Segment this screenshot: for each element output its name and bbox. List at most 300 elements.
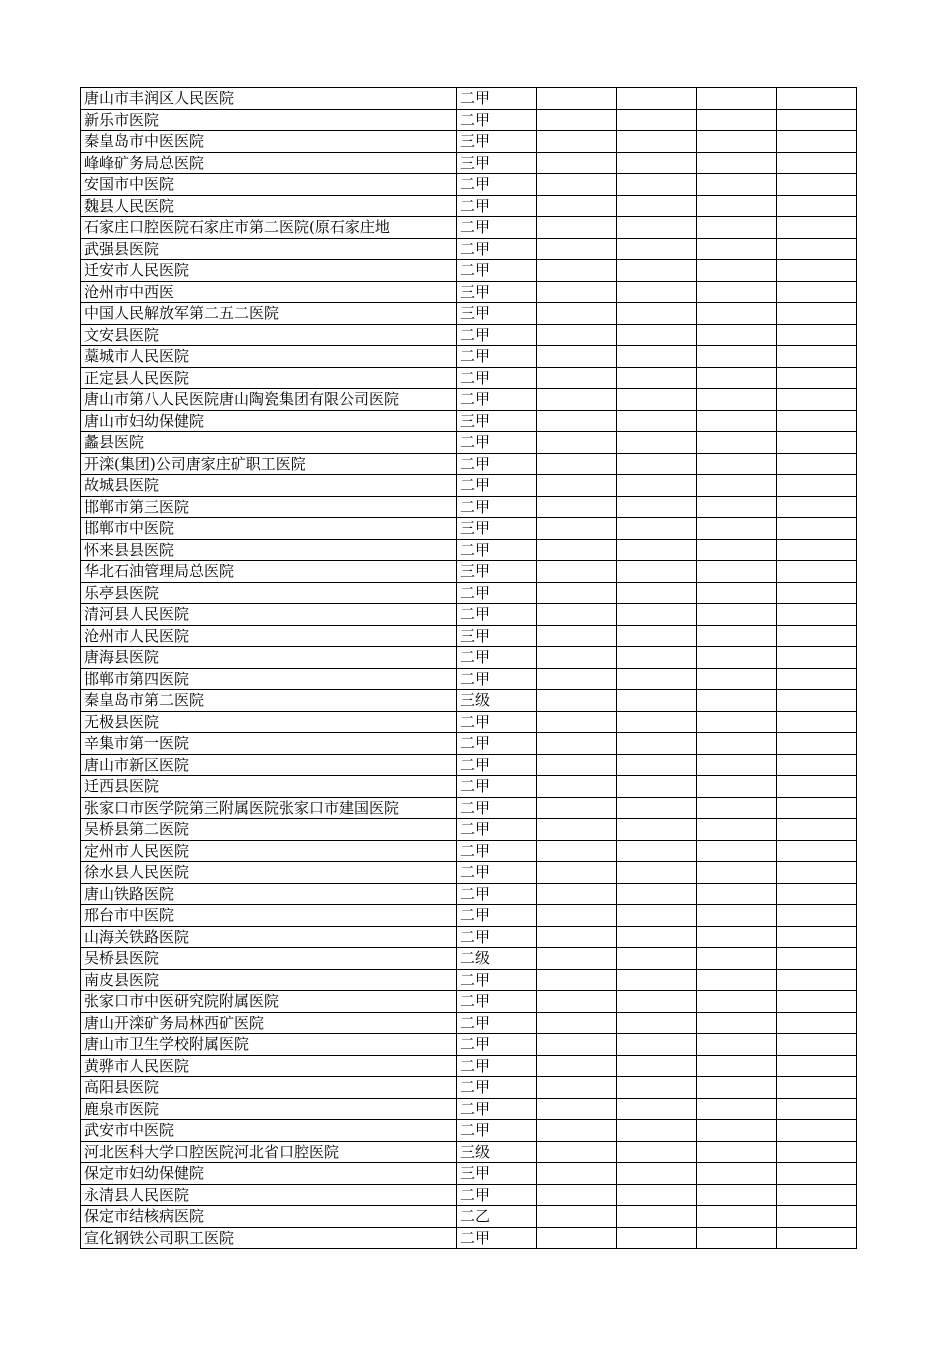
hospital-name-cell[interactable] xyxy=(81,131,457,153)
empty-cell[interactable] xyxy=(777,109,857,131)
hospital-level-cell[interactable]: 二甲 xyxy=(457,432,537,454)
hospital-name-cell[interactable] xyxy=(81,303,457,325)
empty-cell[interactable] xyxy=(777,561,857,583)
empty-cell[interactable] xyxy=(697,174,777,196)
hospital-level-cell[interactable]: 二甲 xyxy=(457,324,537,346)
hospital-level-cell[interactable]: 三甲 xyxy=(457,281,537,303)
hospital-name-cell[interactable] xyxy=(81,582,457,604)
empty-cell[interactable] xyxy=(777,862,857,884)
empty-cell[interactable] xyxy=(537,1206,617,1228)
empty-cell[interactable] xyxy=(537,668,617,690)
empty-cell[interactable] xyxy=(697,453,777,475)
empty-cell[interactable] xyxy=(697,926,777,948)
hospital-name-cell[interactable] xyxy=(81,561,457,583)
empty-cell[interactable] xyxy=(617,561,697,583)
hospital-level-cell[interactable]: 三级 xyxy=(457,690,537,712)
empty-cell[interactable] xyxy=(697,152,777,174)
empty-cell[interactable] xyxy=(537,711,617,733)
empty-cell[interactable] xyxy=(777,668,857,690)
empty-cell[interactable] xyxy=(617,926,697,948)
empty-cell[interactable] xyxy=(617,539,697,561)
empty-cell[interactable] xyxy=(617,410,697,432)
empty-cell[interactable] xyxy=(697,883,777,905)
empty-cell[interactable] xyxy=(617,88,697,110)
empty-cell[interactable] xyxy=(537,905,617,927)
empty-cell[interactable] xyxy=(697,475,777,497)
hospital-level-cell[interactable]: 二甲 xyxy=(457,926,537,948)
empty-cell[interactable] xyxy=(617,905,697,927)
hospital-level-cell[interactable]: 二甲 xyxy=(457,733,537,755)
hospital-name-cell[interactable] xyxy=(81,883,457,905)
empty-cell[interactable] xyxy=(697,776,777,798)
empty-cell[interactable] xyxy=(697,88,777,110)
empty-cell[interactable] xyxy=(617,1034,697,1056)
empty-cell[interactable] xyxy=(617,819,697,841)
empty-cell[interactable] xyxy=(617,496,697,518)
hospital-level-cell[interactable]: 二甲 xyxy=(457,604,537,626)
empty-cell[interactable] xyxy=(697,819,777,841)
empty-cell[interactable] xyxy=(617,281,697,303)
hospital-name-cell[interactable] xyxy=(81,475,457,497)
hospital-name-cell[interactable] xyxy=(81,668,457,690)
empty-cell[interactable] xyxy=(537,109,617,131)
empty-cell[interactable] xyxy=(777,840,857,862)
empty-cell[interactable] xyxy=(537,1055,617,1077)
empty-cell[interactable] xyxy=(777,883,857,905)
empty-cell[interactable] xyxy=(777,217,857,239)
empty-cell[interactable] xyxy=(537,539,617,561)
empty-cell[interactable] xyxy=(537,131,617,153)
empty-cell[interactable] xyxy=(537,1227,617,1249)
hospital-level-cell[interactable]: 二甲 xyxy=(457,389,537,411)
hospital-level-cell[interactable]: 二甲 xyxy=(457,776,537,798)
hospital-level-cell[interactable]: 二甲 xyxy=(457,1012,537,1034)
hospital-level-cell[interactable]: 二甲 xyxy=(457,668,537,690)
empty-cell[interactable] xyxy=(777,819,857,841)
empty-cell[interactable] xyxy=(777,432,857,454)
empty-cell[interactable] xyxy=(697,862,777,884)
empty-cell[interactable] xyxy=(697,991,777,1013)
hospital-level-cell[interactable]: 二甲 xyxy=(457,991,537,1013)
empty-cell[interactable] xyxy=(537,926,617,948)
hospital-name-cell[interactable] xyxy=(81,926,457,948)
empty-cell[interactable] xyxy=(617,840,697,862)
empty-cell[interactable] xyxy=(697,260,777,282)
empty-cell[interactable] xyxy=(617,969,697,991)
empty-cell[interactable] xyxy=(697,668,777,690)
empty-cell[interactable] xyxy=(617,1055,697,1077)
empty-cell[interactable] xyxy=(537,647,617,669)
empty-cell[interactable] xyxy=(537,625,617,647)
empty-cell[interactable] xyxy=(537,1120,617,1142)
empty-cell[interactable] xyxy=(777,88,857,110)
hospital-name-cell[interactable] xyxy=(81,1163,457,1185)
empty-cell[interactable] xyxy=(537,88,617,110)
empty-cell[interactable] xyxy=(697,1206,777,1228)
empty-cell[interactable] xyxy=(777,1120,857,1142)
hospital-level-cell[interactable]: 二甲 xyxy=(457,238,537,260)
empty-cell[interactable] xyxy=(537,776,617,798)
empty-cell[interactable] xyxy=(697,1034,777,1056)
empty-cell[interactable] xyxy=(777,1012,857,1034)
hospital-name-cell[interactable] xyxy=(81,625,457,647)
empty-cell[interactable] xyxy=(537,797,617,819)
empty-cell[interactable] xyxy=(697,324,777,346)
hospital-level-cell[interactable]: 二甲 xyxy=(457,582,537,604)
empty-cell[interactable] xyxy=(777,969,857,991)
empty-cell[interactable] xyxy=(617,152,697,174)
empty-cell[interactable] xyxy=(777,797,857,819)
hospital-level-cell[interactable]: 二甲 xyxy=(457,754,537,776)
empty-cell[interactable] xyxy=(697,840,777,862)
empty-cell[interactable] xyxy=(617,367,697,389)
empty-cell[interactable] xyxy=(537,948,617,970)
empty-cell[interactable] xyxy=(777,539,857,561)
empty-cell[interactable] xyxy=(777,1141,857,1163)
empty-cell[interactable] xyxy=(537,367,617,389)
empty-cell[interactable] xyxy=(697,948,777,970)
hospital-level-cell[interactable]: 二甲 xyxy=(457,1055,537,1077)
empty-cell[interactable] xyxy=(537,1034,617,1056)
empty-cell[interactable] xyxy=(537,1163,617,1185)
empty-cell[interactable] xyxy=(537,174,617,196)
empty-cell[interactable] xyxy=(777,303,857,325)
empty-cell[interactable] xyxy=(617,109,697,131)
empty-cell[interactable] xyxy=(617,346,697,368)
empty-cell[interactable] xyxy=(617,1206,697,1228)
empty-cell[interactable] xyxy=(777,367,857,389)
empty-cell[interactable] xyxy=(777,346,857,368)
hospital-level-cell[interactable]: 二甲 xyxy=(457,1184,537,1206)
empty-cell[interactable] xyxy=(777,1034,857,1056)
empty-cell[interactable] xyxy=(537,217,617,239)
hospital-name-cell[interactable] xyxy=(81,152,457,174)
empty-cell[interactable] xyxy=(697,625,777,647)
empty-cell[interactable] xyxy=(617,991,697,1013)
hospital-level-cell[interactable]: 三甲 xyxy=(457,1163,537,1185)
empty-cell[interactable] xyxy=(617,754,697,776)
empty-cell[interactable] xyxy=(617,1163,697,1185)
empty-cell[interactable] xyxy=(537,432,617,454)
hospital-name-cell[interactable] xyxy=(81,174,457,196)
empty-cell[interactable] xyxy=(697,303,777,325)
empty-cell[interactable] xyxy=(777,410,857,432)
hospital-name-cell[interactable] xyxy=(81,711,457,733)
hospital-level-cell[interactable]: 二甲 xyxy=(457,174,537,196)
empty-cell[interactable] xyxy=(617,195,697,217)
empty-cell[interactable] xyxy=(617,625,697,647)
empty-cell[interactable] xyxy=(617,1120,697,1142)
empty-cell[interactable] xyxy=(537,561,617,583)
hospital-name-cell[interactable] xyxy=(81,238,457,260)
empty-cell[interactable] xyxy=(697,1120,777,1142)
empty-cell[interactable] xyxy=(697,131,777,153)
empty-cell[interactable] xyxy=(537,238,617,260)
empty-cell[interactable] xyxy=(777,496,857,518)
hospital-level-cell[interactable]: 二甲 xyxy=(457,1227,537,1249)
empty-cell[interactable] xyxy=(617,883,697,905)
empty-cell[interactable] xyxy=(617,797,697,819)
empty-cell[interactable] xyxy=(697,1055,777,1077)
empty-cell[interactable] xyxy=(777,1055,857,1077)
hospital-name-cell[interactable] xyxy=(81,1227,457,1249)
hospital-name-cell[interactable] xyxy=(81,991,457,1013)
empty-cell[interactable] xyxy=(777,1184,857,1206)
empty-cell[interactable] xyxy=(537,281,617,303)
empty-cell[interactable] xyxy=(697,217,777,239)
empty-cell[interactable] xyxy=(777,948,857,970)
hospital-name-cell[interactable] xyxy=(81,260,457,282)
hospital-name-cell[interactable] xyxy=(81,1184,457,1206)
hospital-name-cell[interactable] xyxy=(81,1034,457,1056)
hospital-level-cell[interactable]: 三甲 xyxy=(457,518,537,540)
empty-cell[interactable] xyxy=(537,604,617,626)
empty-cell[interactable] xyxy=(777,926,857,948)
hospital-name-cell[interactable] xyxy=(81,453,457,475)
empty-cell[interactable] xyxy=(777,131,857,153)
hospital-name-cell[interactable] xyxy=(81,346,457,368)
hospital-level-cell[interactable]: 二甲 xyxy=(457,711,537,733)
empty-cell[interactable] xyxy=(537,1184,617,1206)
empty-cell[interactable] xyxy=(697,346,777,368)
hospital-name-cell[interactable] xyxy=(81,1141,457,1163)
hospital-name-cell[interactable] xyxy=(81,733,457,755)
empty-cell[interactable] xyxy=(617,1227,697,1249)
empty-cell[interactable] xyxy=(537,518,617,540)
hospital-level-cell[interactable]: 二甲 xyxy=(457,797,537,819)
empty-cell[interactable] xyxy=(697,1077,777,1099)
hospital-level-cell[interactable]: 三甲 xyxy=(457,131,537,153)
empty-cell[interactable] xyxy=(697,733,777,755)
empty-cell[interactable] xyxy=(697,109,777,131)
hospital-name-cell[interactable] xyxy=(81,410,457,432)
hospital-level-cell[interactable]: 二甲 xyxy=(457,217,537,239)
empty-cell[interactable] xyxy=(617,389,697,411)
hospital-level-cell[interactable]: 二甲 xyxy=(457,496,537,518)
hospital-level-cell[interactable]: 二甲 xyxy=(457,840,537,862)
empty-cell[interactable] xyxy=(697,518,777,540)
hospital-name-cell[interactable] xyxy=(81,690,457,712)
empty-cell[interactable] xyxy=(777,754,857,776)
hospital-level-cell[interactable]: 二甲 xyxy=(457,453,537,475)
empty-cell[interactable] xyxy=(537,324,617,346)
empty-cell[interactable] xyxy=(777,1163,857,1185)
hospital-level-cell[interactable]: 二甲 xyxy=(457,647,537,669)
empty-cell[interactable] xyxy=(697,281,777,303)
hospital-name-cell[interactable] xyxy=(81,1206,457,1228)
hospital-name-cell[interactable] xyxy=(81,647,457,669)
empty-cell[interactable] xyxy=(777,905,857,927)
empty-cell[interactable] xyxy=(617,432,697,454)
empty-cell[interactable] xyxy=(617,475,697,497)
empty-cell[interactable] xyxy=(697,604,777,626)
hospital-level-cell[interactable]: 二级 xyxy=(457,948,537,970)
empty-cell[interactable] xyxy=(697,496,777,518)
empty-cell[interactable] xyxy=(537,453,617,475)
empty-cell[interactable] xyxy=(777,991,857,1013)
hospital-level-cell[interactable]: 二甲 xyxy=(457,1034,537,1056)
empty-cell[interactable] xyxy=(697,1227,777,1249)
hospital-level-cell[interactable]: 二甲 xyxy=(457,819,537,841)
hospital-level-cell[interactable]: 二甲 xyxy=(457,367,537,389)
empty-cell[interactable] xyxy=(697,969,777,991)
hospital-name-cell[interactable] xyxy=(81,604,457,626)
hospital-level-cell[interactable]: 二甲 xyxy=(457,539,537,561)
empty-cell[interactable] xyxy=(697,1141,777,1163)
empty-cell[interactable] xyxy=(697,367,777,389)
empty-cell[interactable] xyxy=(617,733,697,755)
empty-cell[interactable] xyxy=(777,152,857,174)
empty-cell[interactable] xyxy=(537,195,617,217)
hospital-name-cell[interactable] xyxy=(81,797,457,819)
empty-cell[interactable] xyxy=(777,518,857,540)
empty-cell[interactable] xyxy=(697,690,777,712)
empty-cell[interactable] xyxy=(697,711,777,733)
empty-cell[interactable] xyxy=(617,690,697,712)
hospital-level-cell[interactable]: 二甲 xyxy=(457,1077,537,1099)
hospital-name-cell[interactable] xyxy=(81,948,457,970)
empty-cell[interactable] xyxy=(537,969,617,991)
empty-cell[interactable] xyxy=(537,496,617,518)
hospital-level-cell[interactable]: 二甲 xyxy=(457,969,537,991)
empty-cell[interactable] xyxy=(617,260,697,282)
empty-cell[interactable] xyxy=(617,238,697,260)
empty-cell[interactable] xyxy=(537,303,617,325)
hospital-level-cell[interactable]: 二乙 xyxy=(457,1206,537,1228)
empty-cell[interactable] xyxy=(617,582,697,604)
empty-cell[interactable] xyxy=(777,690,857,712)
hospital-level-cell[interactable]: 三甲 xyxy=(457,303,537,325)
hospital-level-cell[interactable]: 三甲 xyxy=(457,152,537,174)
hospital-level-cell[interactable]: 二甲 xyxy=(457,475,537,497)
empty-cell[interactable] xyxy=(777,475,857,497)
empty-cell[interactable] xyxy=(617,1098,697,1120)
empty-cell[interactable] xyxy=(617,453,697,475)
hospital-name-cell[interactable] xyxy=(81,1098,457,1120)
empty-cell[interactable] xyxy=(777,238,857,260)
empty-cell[interactable] xyxy=(537,819,617,841)
empty-cell[interactable] xyxy=(617,1184,697,1206)
empty-cell[interactable] xyxy=(777,776,857,798)
hospital-name-cell[interactable] xyxy=(81,905,457,927)
empty-cell[interactable] xyxy=(697,905,777,927)
empty-cell[interactable] xyxy=(537,1141,617,1163)
hospital-name-cell[interactable] xyxy=(81,217,457,239)
empty-cell[interactable] xyxy=(537,1098,617,1120)
hospital-name-cell[interactable] xyxy=(81,1055,457,1077)
empty-cell[interactable] xyxy=(697,195,777,217)
empty-cell[interactable] xyxy=(617,1077,697,1099)
hospital-name-cell[interactable] xyxy=(81,776,457,798)
hospital-name-cell[interactable] xyxy=(81,1077,457,1099)
empty-cell[interactable] xyxy=(617,668,697,690)
hospital-level-cell[interactable]: 二甲 xyxy=(457,346,537,368)
hospital-level-cell[interactable]: 二甲 xyxy=(457,260,537,282)
empty-cell[interactable] xyxy=(697,539,777,561)
empty-cell[interactable] xyxy=(537,1077,617,1099)
hospital-level-cell[interactable]: 二甲 xyxy=(457,1098,537,1120)
hospital-name-cell[interactable] xyxy=(81,1012,457,1034)
empty-cell[interactable] xyxy=(697,1012,777,1034)
hospital-level-cell[interactable]: 二甲 xyxy=(457,905,537,927)
hospital-name-cell[interactable] xyxy=(81,969,457,991)
empty-cell[interactable] xyxy=(697,647,777,669)
empty-cell[interactable] xyxy=(617,948,697,970)
empty-cell[interactable] xyxy=(697,432,777,454)
hospital-level-cell[interactable]: 三级 xyxy=(457,1141,537,1163)
hospital-name-cell[interactable] xyxy=(81,496,457,518)
empty-cell[interactable] xyxy=(777,453,857,475)
empty-cell[interactable] xyxy=(537,389,617,411)
empty-cell[interactable] xyxy=(697,582,777,604)
empty-cell[interactable] xyxy=(537,883,617,905)
empty-cell[interactable] xyxy=(697,1163,777,1185)
empty-cell[interactable] xyxy=(537,733,617,755)
empty-cell[interactable] xyxy=(617,217,697,239)
empty-cell[interactable] xyxy=(777,324,857,346)
hospital-name-cell[interactable] xyxy=(81,195,457,217)
empty-cell[interactable] xyxy=(777,389,857,411)
empty-cell[interactable] xyxy=(537,991,617,1013)
hospital-name-cell[interactable] xyxy=(81,109,457,131)
empty-cell[interactable] xyxy=(697,754,777,776)
empty-cell[interactable] xyxy=(537,840,617,862)
hospital-name-cell[interactable] xyxy=(81,389,457,411)
empty-cell[interactable] xyxy=(777,260,857,282)
empty-cell[interactable] xyxy=(537,475,617,497)
empty-cell[interactable] xyxy=(777,1077,857,1099)
empty-cell[interactable] xyxy=(537,152,617,174)
empty-cell[interactable] xyxy=(537,862,617,884)
empty-cell[interactable] xyxy=(537,582,617,604)
hospital-level-cell[interactable]: 三甲 xyxy=(457,561,537,583)
empty-cell[interactable] xyxy=(537,410,617,432)
empty-cell[interactable] xyxy=(777,647,857,669)
empty-cell[interactable] xyxy=(777,625,857,647)
empty-cell[interactable] xyxy=(617,711,697,733)
hospital-level-cell[interactable]: 二甲 xyxy=(457,862,537,884)
empty-cell[interactable] xyxy=(777,1206,857,1228)
empty-cell[interactable] xyxy=(617,174,697,196)
empty-cell[interactable] xyxy=(777,604,857,626)
empty-cell[interactable] xyxy=(777,711,857,733)
empty-cell[interactable] xyxy=(537,260,617,282)
hospital-level-cell[interactable]: 三甲 xyxy=(457,410,537,432)
empty-cell[interactable] xyxy=(617,776,697,798)
empty-cell[interactable] xyxy=(697,797,777,819)
empty-cell[interactable] xyxy=(617,131,697,153)
empty-cell[interactable] xyxy=(537,1012,617,1034)
empty-cell[interactable] xyxy=(697,410,777,432)
hospital-name-cell[interactable] xyxy=(81,539,457,561)
hospital-level-cell[interactable]: 二甲 xyxy=(457,1120,537,1142)
empty-cell[interactable] xyxy=(697,389,777,411)
empty-cell[interactable] xyxy=(617,647,697,669)
hospital-level-cell[interactable]: 二甲 xyxy=(457,109,537,131)
empty-cell[interactable] xyxy=(777,281,857,303)
empty-cell[interactable] xyxy=(617,862,697,884)
hospital-name-cell[interactable] xyxy=(81,840,457,862)
empty-cell[interactable] xyxy=(537,346,617,368)
empty-cell[interactable] xyxy=(617,1141,697,1163)
hospital-name-cell[interactable] xyxy=(81,1120,457,1142)
empty-cell[interactable] xyxy=(697,561,777,583)
hospital-name-cell[interactable] xyxy=(81,324,457,346)
empty-cell[interactable] xyxy=(777,195,857,217)
empty-cell[interactable] xyxy=(777,733,857,755)
empty-cell[interactable] xyxy=(697,1184,777,1206)
hospital-level-cell[interactable]: 三甲 xyxy=(457,625,537,647)
